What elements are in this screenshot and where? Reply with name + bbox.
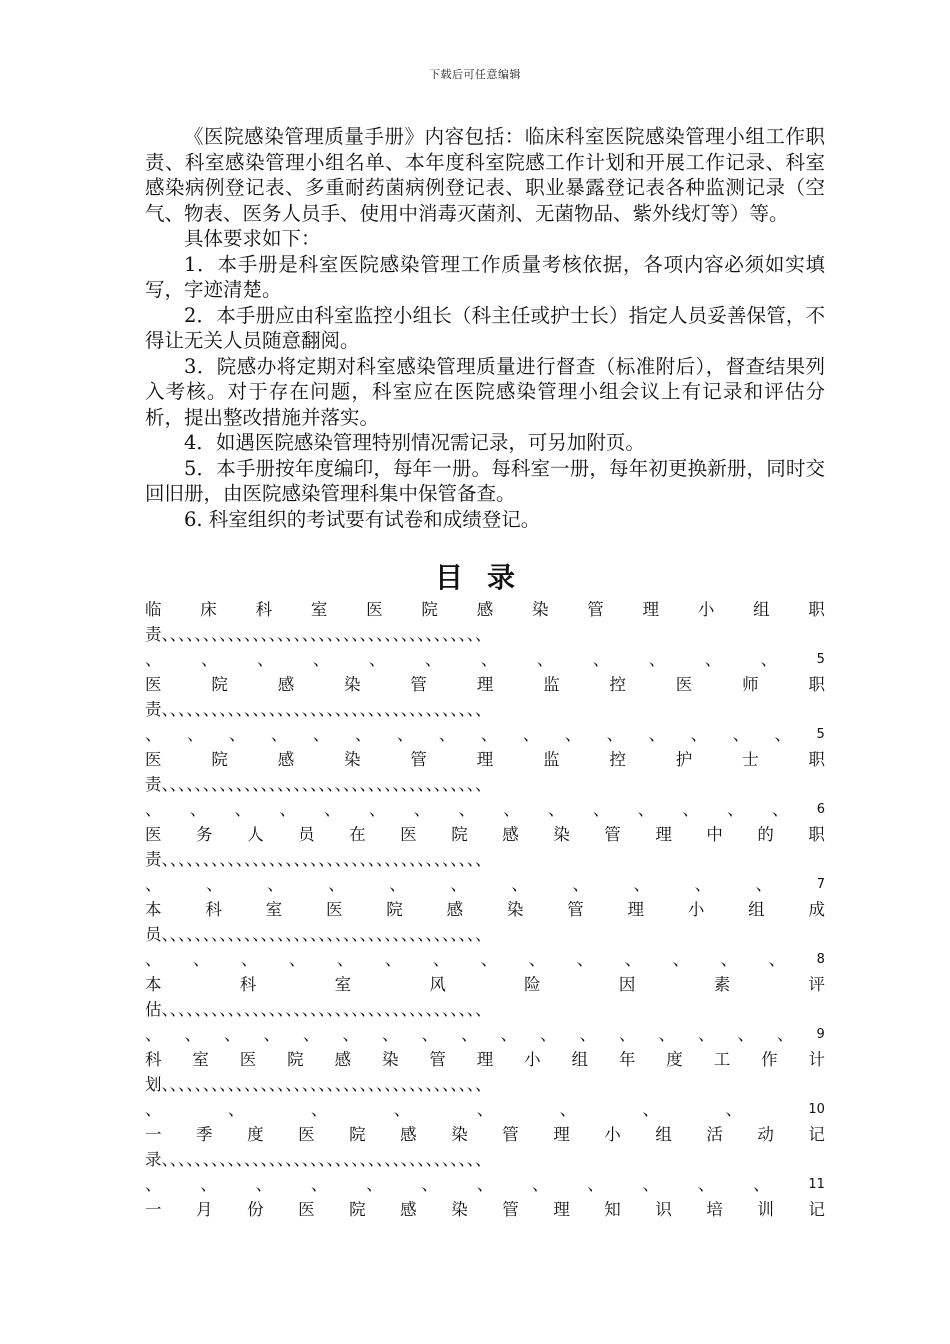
toc-leader-mark: 、 [342,1025,359,1044]
toc-leader-mark: 、 [336,950,354,969]
toc-title-char: 科 [145,1050,162,1069]
toc-leader-mark: 、 [480,950,498,969]
toc-title-end: 责 [145,625,162,644]
toc-leader-mark: 、 [432,950,450,969]
toc-entry[interactable] [145,1047,825,1122]
toc-leader-mark: 、 [145,1025,162,1044]
toc-title-char: 临 [145,600,162,619]
toc-entry-title [145,972,825,997]
toc-entry-title [145,1047,825,1072]
toc-leader-mark: 、 [263,1025,280,1044]
toc-leader-line [145,997,825,1022]
requirement-item: 1．本手册是科室医院感染管理工作质量考核依据，各项内容必须如实填写，字迹清楚。 [145,252,825,301]
toc-entry[interactable] [145,597,825,672]
toc-leader-mark: 、 [184,1025,201,1044]
toc-leader-dots: 、、、、、、、、、、、、、、、、、、、、、、、、、、、、、、、、、、、、、、、 [161,925,492,944]
toc-page-line [145,872,825,897]
toc-leader-mark: 、 [461,1025,478,1044]
toc-leader-mark: 、 [768,950,786,969]
toc-title-char: 组 [655,1125,672,1144]
toc-leader-mark: 、 [511,875,528,894]
toc-leader-mark: 、 [727,800,744,819]
toc-leader-mark: 、 [753,1175,770,1194]
toc-leader-mark: 、 [267,875,284,894]
toc-title-char: 院 [349,1125,366,1144]
toc-title-char: 室 [334,975,352,994]
toc-title-char: 院 [211,675,228,694]
toc-leader-mark: 、 [503,800,520,819]
toc-leader-mark: 、 [576,950,594,969]
toc-title-char: 院 [451,825,468,844]
toc-title-char: 风 [429,975,446,994]
toc-leader-mark: 、 [564,725,582,744]
toc-title-char: 染 [531,600,549,619]
toc-title-char: 理 [642,600,660,619]
toc-entry[interactable] [145,1122,825,1197]
toc-title-char: 理 [476,750,494,769]
toc-title-char: 理 [476,675,494,694]
toc-leader-mark: 、 [354,725,372,744]
toc-title-char: 组 [571,1050,589,1069]
toc-title-char: 染 [344,675,361,694]
toc-title-char: 职 [808,825,825,844]
toc-title-char: 培 [706,1200,723,1219]
toc-leader-mark: 、 [559,1100,577,1119]
toc-leader-line [145,772,825,797]
toc-title-char: 成 [808,900,825,919]
toc-leader-mark: 、 [366,1175,383,1194]
toc-leader-mark: 、 [737,1025,754,1044]
toc-leader-mark: 、 [672,950,690,969]
toc-leader-mark: 、 [368,650,386,669]
toc-title-char: 染 [344,750,361,769]
toc-title-char: 医 [675,675,693,694]
toc-title-char: 监 [543,675,560,694]
toc-leader-mark: 、 [324,800,341,819]
toc-title-char: 训 [757,1200,774,1219]
toc-page-line [145,1097,825,1122]
toc-leader-mark: 、 [648,725,666,744]
toc-leader-mark: 、 [424,650,442,669]
toc-leader-mark: 、 [777,1025,794,1044]
toc-page-number: 8 [816,952,825,967]
toc-leader-dots: 、、、、、、、、、、、、、、、、、、、、、、、、、、、、、、、、、、、、、、、 [161,1075,492,1094]
toc-title-char: 护 [675,750,693,769]
toc-leader-mark: 、 [192,950,210,969]
toc-title-char: 医 [145,825,162,844]
toc-title-char: 员 [298,825,315,844]
toc-title-char: 年 [618,1050,636,1069]
toc-leader-mark: 、 [579,1025,596,1044]
toc-leader-mark: 、 [648,650,666,669]
toc-title-char: 组 [748,900,765,919]
toc-leader-mark: 、 [771,800,789,819]
toc-title-char: 感 [277,675,295,694]
toc-leader-mark: 、 [393,1100,411,1119]
toc-title-char: 感 [277,750,295,769]
toc-title-char: 士 [742,750,759,769]
toc-leader-mark: 、 [145,725,162,744]
toc-leader-mark: 、 [206,875,223,894]
toc-page-line [145,1022,825,1047]
toc-title-char: 医 [298,1200,315,1219]
toc-leader-dots: 、、、、、、、、、、、、、、、、、、、、、、、、、、、、、、、、、、、、、、、 [161,1150,492,1169]
toc-leader-mark: 、 [421,1025,438,1044]
toc-entry-title [145,1122,825,1147]
toc-title-char: 控 [609,675,626,694]
toc-leader-mark: 、 [500,1025,517,1044]
toc-title-char: 医 [145,675,162,694]
toc-page-number: 6 [816,802,825,817]
toc-title-char: 管 [587,600,604,619]
toc-title-char: 科 [255,600,273,619]
toc-title-char: 管 [429,1050,446,1069]
toc-title-char: 务 [196,825,213,844]
toc-leader-mark: 、 [228,725,246,744]
requirements-lead: 具体要求如下： [184,227,321,250]
toc-title-char: 床 [200,600,217,619]
toc-title-char: 识 [655,1200,672,1219]
toc-leader-mark: 、 [633,875,650,894]
table-of-contents [145,597,825,1272]
toc-title-char: 感 [334,1050,352,1069]
toc-leader-mark: 、 [200,1175,217,1194]
toc-leader-mark: 、 [698,1025,715,1044]
toc-leader-mark: 、 [606,725,624,744]
toc-title-char: 管 [604,825,621,844]
requirement-item: 2．本手册应由科室监控小组长（科主任或护士长）指定人员妥善保管，不得让无关人员随意翻阅。 [145,303,825,352]
toc-title-char: 记 [808,1125,825,1144]
toc-title: 目录 [434,561,539,594]
toc-title-char: 在 [349,825,366,844]
toc-entry[interactable] [145,822,825,897]
toc-title-char: 感 [400,1125,417,1144]
toc-page-number: 10 [808,1102,825,1117]
requirement-item: 5．本手册按年度编印，每年一册。每科室一册，每年初更换新册，同时交回旧册，由医院感染管理科集中保管备查。 [145,456,825,505]
toc-title-char: 医 [366,600,383,619]
toc-title-char: 院 [211,750,228,769]
toc-title-char: 组 [753,600,770,619]
toc-page-number: 5 [816,652,825,667]
toc-title-char: 小 [697,600,715,619]
toc-entry[interactable] [145,1197,825,1272]
toc-leader-mark: 、 [690,725,708,744]
toc-title-char: 师 [742,675,759,694]
toc-leader-dots: 、、、、、、、、、、、、、、、、、、、、、、、、、、、、、、、、、、、、、、、 [161,775,492,794]
toc-entry-title [145,897,825,922]
toc-leader-mark: 、 [704,650,722,669]
toc-leader-mark: 、 [720,950,738,969]
toc-title-end: 划 [145,1075,162,1094]
toc-leader-mark: 、 [480,650,498,669]
toc-leader-mark: 、 [389,875,406,894]
toc-title-char: 度 [666,1050,683,1069]
toc-title-char: 理 [553,1125,570,1144]
toc-title-char: 理 [627,900,644,919]
intro-section [145,124,825,532]
toc-leader-mark: 、 [531,1175,549,1194]
toc-title-char: 管 [502,1125,519,1144]
toc-leader-dots: 、、、、、、、、、、、、、、、、、、、、、、、、、、、、、、、、、、、、、、、 [161,625,492,644]
toc-title-char: 动 [757,1125,774,1144]
toc-entry[interactable] [145,972,825,1047]
toc-leader-mark: 、 [480,725,498,744]
toc-title-char: 份 [247,1200,264,1219]
toc-title-char: 感 [502,825,519,844]
toc-title-char: 人 [247,825,264,844]
toc-leader-mark: 、 [755,875,773,894]
toc-title-char: 感 [400,1200,417,1219]
toc-title-end: 责 [145,775,162,794]
toc-page-line [145,647,825,672]
toc-leader-mark: 、 [328,875,345,894]
toc-title-char: 室 [192,1050,209,1069]
toc-title-char: 季 [196,1125,213,1144]
toc-leader-mark: 、 [697,1175,715,1194]
toc-leader-dots: 、、、、、、、、、、、、、、、、、、、、、、、、、、、、、、、、、、、、、、、 [161,700,492,719]
toc-title-char: 医 [145,750,162,769]
toc-leader-mark: 、 [637,800,655,819]
toc-title-char: 管 [410,675,427,694]
toc-title-end: 责 [145,700,162,719]
toc-title-char: 理 [655,825,672,844]
toc-leader-mark: 、 [522,725,540,744]
toc-leader-mark: 、 [760,650,778,669]
toc-title-char: 理 [476,1050,494,1069]
toc-leader-mark: 、 [642,1100,660,1119]
toc-leader-mark: 、 [186,725,204,744]
toc-leader-line [145,697,825,722]
toc-leader-mark: 、 [145,1100,162,1119]
toc-entry[interactable] [145,747,825,822]
toc-title-char: 感 [476,600,494,619]
requirement-item: 4．如遇医院感染管理特别情况需记录，可另加附页。 [184,431,645,454]
toc-title-char: 险 [524,975,541,994]
toc-entry[interactable] [145,672,825,747]
toc-leader-mark: 、 [256,650,274,669]
toc-title-char: 染 [451,1200,468,1219]
toc-leader-mark: 、 [270,725,288,744]
toc-title-char: 职 [808,750,825,769]
toc-page-line [145,797,825,822]
toc-leader-mark: 、 [694,875,712,894]
toc-title-char: 小 [604,1125,621,1144]
toc-title-char: 小 [687,900,705,919]
toc-leader-mark: 、 [312,725,330,744]
toc-title-char: 活 [706,1125,723,1144]
toc-leader-mark: 、 [572,875,589,894]
toc-entry-title [145,672,825,697]
toc-entry-title [145,822,825,847]
toc-leader-mark: 、 [240,950,258,969]
toc-leader-mark: 、 [458,800,475,819]
toc-title-char: 职 [808,600,825,619]
toc-page-line [145,947,825,972]
toc-title-char: 管 [502,1200,519,1219]
toc-title-char: 医 [325,900,343,919]
toc-title-char: 控 [609,750,626,769]
toc-title-char: 科 [239,975,257,994]
toc-leader-mark: 、 [438,725,456,744]
toc-leader-mark: 、 [682,800,699,819]
toc-entry-title [145,747,825,772]
toc-entry[interactable] [145,897,825,972]
toc-leader-mark: 、 [255,1175,273,1194]
toc-title-char: 本 [145,900,162,919]
toc-title-char: 理 [553,1200,570,1219]
toc-title-char: 作 [761,1050,778,1069]
toc-title-char: 职 [808,675,825,694]
toc-leader-mark: 、 [725,1100,742,1119]
toc-title-char: 工 [713,1050,731,1069]
toc-leader-mark: 、 [312,650,330,669]
toc-title-char: 染 [553,825,570,844]
toc-title-char: 月 [196,1200,213,1219]
toc-leader-mark: 、 [536,650,554,669]
toc-title-char: 染 [506,900,524,919]
toc-leader-dots: 、、、、、、、、、、、、、、、、、、、、、、、、、、、、、、、、、、、、、、、 [161,850,492,869]
toc-title-char: 医 [298,1125,315,1144]
intro-paragraph: 《医院感染管理质量手册》内容包括：临床科室医院感染管理小组工作职责、科室感染管理小组名单、本年度科室院感工作计划和开展工作记录、科室感染病例登记表、多重耐药菌病例登记表、职业暴露登记表各种监测记录（空气、物表、医务人员手、使用中消毒灭菌剂、无菌物品、紫外线灯等）等。 [145,125,825,225]
toc-leader-mark: 、 [587,1175,604,1194]
toc-leader-line [145,922,825,947]
toc-leader-mark: 、 [145,1175,162,1194]
toc-title-char: 管 [567,900,584,919]
toc-entry-title [145,597,825,622]
toc-leader-line [145,622,825,647]
toc-title-char: 度 [247,1125,264,1144]
toc-leader-mark: 、 [368,800,386,819]
toc-leader-mark: 、 [200,650,218,669]
toc-leader-mark: 、 [396,725,414,744]
toc-leader-mark: 、 [145,650,162,669]
toc-leader-mark: 、 [592,650,610,669]
toc-title-char: 染 [381,1050,399,1069]
toc-title-char: 评 [808,975,825,994]
toc-page-number: 7 [816,877,825,892]
toc-leader-mark: 、 [619,1025,636,1044]
toc-title-char: 小 [524,1050,541,1069]
toc-title-char: 医 [400,825,417,844]
toc-leader-line [145,1072,825,1097]
toc-leader-mark: 、 [145,950,162,969]
toc-page-number: 5 [816,727,825,742]
toc-page-line [145,1172,825,1197]
toc-leader-mark: 、 [413,800,431,819]
toc-title-char: 的 [757,825,774,844]
toc-title-char: 院 [287,1050,304,1069]
toc-title-char: 本 [145,975,162,994]
toc-leader-mark: 、 [224,1025,241,1044]
toc-entry-title [145,1197,825,1222]
toc-leader-mark: 、 [540,1025,557,1044]
toc-leader-dots: 、、、、、、、、、、、、、、、、、、、、、、、、、、、、、、、、、、、、、、、 [161,1000,492,1019]
toc-title-char: 知 [604,1200,621,1219]
toc-title-end: 录 [145,1150,162,1169]
toc-leader-mark: 、 [592,800,610,819]
toc-leader-mark: 、 [145,800,162,819]
toc-title-end: 估 [145,1000,162,1019]
toc-title-char: 一 [145,1125,162,1144]
toc-title-char: 室 [265,900,283,919]
toc-leader-mark: 、 [528,950,546,969]
toc-title-char: 素 [713,975,731,994]
toc-leader-mark: 、 [189,800,207,819]
toc-title-char: 院 [386,900,403,919]
toc-leader-mark: 、 [310,1175,328,1194]
requirement-item: 6. 科室组织的考试要有试卷和成绩登记。 [184,507,541,531]
toc-title-end: 责 [145,850,162,869]
toc-leader-mark: 、 [234,800,252,819]
toc-leader-mark: 、 [310,1100,328,1119]
toc-title-char: 因 [618,975,636,994]
toc-title-char: 科 [205,900,222,919]
toc-leader-mark: 、 [227,1100,245,1119]
toc-leader-mark: 、 [450,875,467,894]
toc-page-line [145,722,825,747]
toc-page-number: 9 [816,1027,825,1042]
toc-leader-mark: 、 [624,950,642,969]
toc-leader-mark: 、 [476,1175,494,1194]
toc-leader-mark: 、 [421,1175,438,1194]
toc-title-char: 染 [451,1125,468,1144]
page-header-note: 下载后可任意编辑 [429,68,521,81]
toc-page-number: 11 [808,1177,825,1192]
toc-leader-mark: 、 [303,1025,320,1044]
toc-title-char: 室 [310,600,328,619]
toc-title-char: 感 [446,900,464,919]
toc-leader-mark: 、 [774,725,792,744]
toc-leader-mark: 、 [279,800,296,819]
toc-leader-mark: 、 [145,875,162,894]
toc-title-char: 一 [145,1200,162,1219]
toc-leader-line [145,847,825,872]
requirement-item: 3．院感办将定期对科室感染管理质量进行督查（标准附后），督查结果列入考核。对于存在问题，科室应在医院感染管理小组会议上有记录和评估分析，提出整改措施并落实。 [145,354,825,429]
toc-title-char: 院 [421,600,438,619]
toc-title-char: 记 [808,1200,825,1219]
toc-leader-mark: 、 [548,800,565,819]
toc-title-end: 员 [145,925,162,944]
toc-title-char: 监 [543,750,560,769]
toc-leader-line [145,1147,825,1172]
toc-title-char: 医 [239,1050,257,1069]
toc-title-char: 管 [410,750,427,769]
toc-leader-mark: 、 [382,1025,399,1044]
toc-title-char: 中 [706,825,723,844]
toc-leader-mark: 、 [384,950,402,969]
toc-leader-mark: 、 [288,950,306,969]
toc-title-char: 院 [349,1200,366,1219]
toc-leader-mark: 、 [476,1100,494,1119]
toc-leader-mark: 、 [732,725,750,744]
toc-leader-mark: 、 [642,1175,660,1194]
toc-leader-mark: 、 [658,1025,675,1044]
toc-title-char: 计 [808,1050,825,1069]
